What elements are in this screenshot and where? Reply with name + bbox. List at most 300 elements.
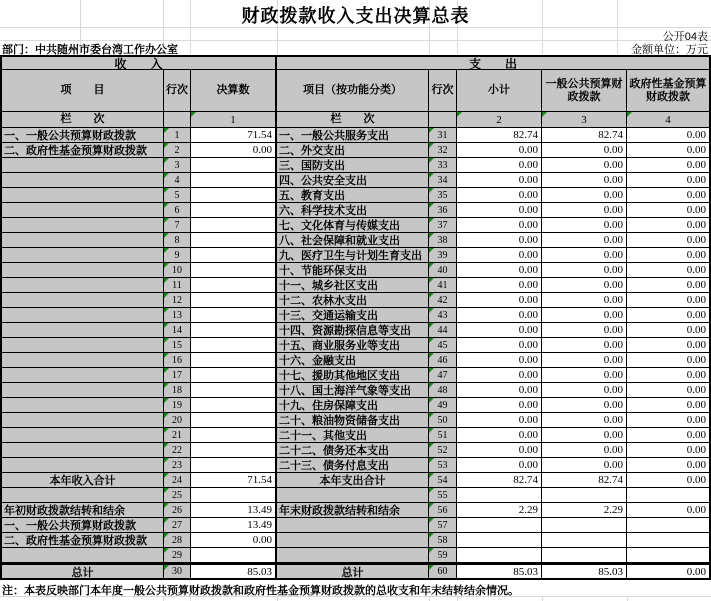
expense-general-budget-cell[interactable]: 0.00 (542, 413, 627, 428)
col-header-subtotal[interactable]: 小计 (457, 70, 542, 112)
expense-general-budget-cell[interactable]: 0.00 (542, 398, 627, 413)
income-amount-cell[interactable] (191, 293, 277, 308)
expense-subtotal-cell[interactable] (457, 488, 542, 503)
expense-subtotal-cell[interactable]: 0.00 (457, 323, 542, 338)
expense-line-cell[interactable]: 54 (429, 473, 457, 488)
expense-general-budget-cell[interactable]: 0.00 (542, 368, 627, 383)
expense-general-budget-cell[interactable]: 0.00 (542, 218, 627, 233)
expense-item-cell[interactable]: 二十二、债务还本支出 (277, 443, 429, 458)
income-amount-cell[interactable]: 13.49 (191, 518, 277, 533)
income-item-cell[interactable] (2, 218, 164, 233)
col-header-income-amount[interactable]: 决算数 (191, 70, 277, 112)
expense-item-cell[interactable]: 二十三、债务付息支出 (277, 458, 429, 473)
income-amount-cell[interactable] (191, 383, 277, 398)
expense-line-cell[interactable]: 31 (429, 128, 457, 143)
green-triangle-icon (164, 428, 169, 433)
income-line-cell[interactable]: 17 (164, 368, 191, 383)
expense-subtotal-cell[interactable]: 0.00 (457, 188, 542, 203)
page-title[interactable]: 财政拨款收入支出决算总表 (241, 6, 470, 26)
expense-line-cell[interactable]: 37 (429, 218, 457, 233)
expense-gov-fund-cell[interactable]: 0.00 (627, 383, 709, 398)
green-triangle-icon (429, 353, 434, 358)
expense-general-budget-cell[interactable]: 0.00 (542, 203, 627, 218)
expense-item-cell[interactable]: 十、节能环保支出 (277, 263, 429, 278)
expense-subtotal-cell[interactable]: 0.00 (457, 458, 542, 473)
income-line-cell[interactable]: 20 (164, 413, 191, 428)
expense-general-budget-cell[interactable]: 0.00 (542, 308, 627, 323)
expense-line-cell[interactable]: 43 (429, 308, 457, 323)
expense-general-budget-cell[interactable]: 0.00 (542, 173, 627, 188)
income-amount-cell[interactable] (191, 338, 277, 353)
table-code-label[interactable]: 公开04表 (662, 31, 708, 43)
expense-line-cell[interactable]: 48 (429, 383, 457, 398)
expense-subtotal-cell[interactable]: 2.29 (457, 503, 542, 518)
expense-gov-fund-cell[interactable]: 0.00 (627, 158, 709, 173)
expense-item-cell[interactable]: 二十一、其他支出 (277, 428, 429, 443)
expense-item-cell[interactable]: 十一、城乡社区支出 (277, 278, 429, 293)
income-item-cell[interactable] (2, 458, 164, 473)
column-index-blank-cell[interactable] (164, 112, 191, 128)
expense-line-cell[interactable]: 50 (429, 413, 457, 428)
income-item-cell[interactable]: 一、一般公共预算财政拨款 (2, 128, 164, 143)
expense-line-cell[interactable]: 38 (429, 233, 457, 248)
expense-line-cell[interactable]: 40 (429, 263, 457, 278)
income-amount-cell[interactable]: 71.54 (191, 128, 277, 143)
income-line-cell[interactable]: 7 (164, 218, 191, 233)
col-header-general-budget[interactable]: 一般公共预算财政拨款 (542, 70, 627, 112)
income-item-cell[interactable] (2, 353, 164, 368)
income-item-cell[interactable] (2, 188, 164, 203)
expense-line-cell[interactable]: 42 (429, 293, 457, 308)
income-total-cell[interactable]: 总计 (2, 563, 164, 578)
expense-gov-fund-cell[interactable]: 0.00 (627, 398, 709, 413)
expense-subtotal-cell[interactable]: 0.00 (457, 383, 542, 398)
department-label[interactable]: 部门：中共随州市委台湾工作办公室 (2, 44, 178, 56)
expense-gov-fund-cell[interactable]: 0.00 (627, 233, 709, 248)
expense-item-cell[interactable]: 十八、国土海洋气象等支出 (277, 383, 429, 398)
green-triangle-icon (164, 338, 169, 343)
green-triangle-icon (429, 278, 434, 283)
decision-summary-table (0, 55, 711, 580)
income-line-cell[interactable]: 16 (164, 353, 191, 368)
expense-item-cell[interactable]: 十七、援助其他地区支出 (277, 368, 429, 383)
expense-general-budget-cell[interactable]: 82.74 (542, 128, 627, 143)
income-amount-cell[interactable] (191, 323, 277, 338)
income-line-cell[interactable]: 23 (164, 458, 191, 473)
expense-general-budget-cell[interactable]: 0.00 (542, 188, 627, 203)
expense-general-budget-cell[interactable]: 0.00 (542, 353, 627, 368)
income-amount-cell[interactable] (191, 188, 277, 203)
expense-item-cell[interactable]: 五、教育支出 (277, 188, 429, 203)
income-line-cell[interactable]: 21 (164, 428, 191, 443)
column-index-label-expense[interactable]: 栏 次 (277, 112, 429, 128)
expense-gov-fund-cell[interactable] (627, 518, 709, 533)
expense-subtotal-cell[interactable]: 0.00 (457, 443, 542, 458)
expense-subtotal-cell[interactable]: 0.00 (457, 398, 542, 413)
income-item-cell[interactable]: 一、一般公共预算财政拨款 (2, 518, 164, 533)
expense-item-cell[interactable]: 三、国防支出 (277, 158, 429, 173)
expense-gov-fund-cell[interactable]: 0.00 (627, 563, 709, 578)
income-amount-cell[interactable] (191, 218, 277, 233)
green-triangle-icon (164, 488, 169, 493)
income-amount-cell[interactable]: 0.00 (191, 143, 277, 158)
income-amount-cell[interactable] (191, 443, 277, 458)
expense-general-budget-cell[interactable]: 0.00 (542, 263, 627, 278)
income-item-cell[interactable] (2, 293, 164, 308)
green-triangle-icon (164, 443, 169, 448)
expense-gov-fund-cell[interactable]: 0.00 (627, 353, 709, 368)
expense-subtotal-cell[interactable]: 0.00 (457, 173, 542, 188)
income-item-cell[interactable] (2, 368, 164, 383)
green-triangle-icon (164, 293, 169, 298)
expense-general-budget-cell[interactable]: 0.00 (542, 158, 627, 173)
expense-item-cell[interactable]: 二十、粮油物资储备支出 (277, 413, 429, 428)
expense-line-cell[interactable]: 33 (429, 158, 457, 173)
income-line-cell[interactable]: 13 (164, 308, 191, 323)
expense-item-cell[interactable] (277, 518, 429, 533)
expense-subtotal-cell[interactable]: 0.00 (457, 218, 542, 233)
expense-item-cell[interactable]: 十九、住房保障支出 (277, 398, 429, 413)
expense-gov-fund-cell[interactable]: 0.00 (627, 293, 709, 308)
expense-gov-fund-cell[interactable]: 0.00 (627, 203, 709, 218)
expense-subtotal-cell[interactable]: 82.74 (457, 128, 542, 143)
expense-subtotal-cell[interactable] (457, 533, 542, 548)
expense-general-budget-cell[interactable]: 0.00 (542, 458, 627, 473)
income-line-cell[interactable]: 6 (164, 203, 191, 218)
income-amount-cell[interactable] (191, 158, 277, 173)
green-triangle-icon (164, 248, 169, 253)
income-amount-cell[interactable]: 13.49 (191, 503, 277, 518)
green-triangle-icon (164, 218, 169, 223)
expense-item-cell[interactable] (277, 548, 429, 563)
income-item-cell[interactable] (2, 413, 164, 428)
expense-gov-fund-cell[interactable]: 0.00 (627, 338, 709, 353)
income-line-cell[interactable]: 26 (164, 503, 191, 518)
expense-gov-fund-cell[interactable]: 0.00 (627, 368, 709, 383)
green-triangle-icon (457, 112, 462, 117)
income-line-cell[interactable]: 22 (164, 443, 191, 458)
expense-total-cell[interactable]: 总计 (277, 563, 429, 578)
table-note[interactable]: 注：本表反映部门本年度一般公共预算财政拨款和政府性基金预算财政拨款的总收支和年末结转结余情况。 (2, 585, 519, 597)
income-line-cell[interactable]: 30 (164, 563, 191, 578)
expense-gov-fund-cell[interactable]: 0.00 (627, 173, 709, 188)
green-triangle-icon (429, 338, 434, 343)
income-line-cell[interactable]: 3 (164, 158, 191, 173)
green-triangle-icon (429, 233, 434, 238)
expense-item-cell[interactable]: 六、科学技术支出 (277, 203, 429, 218)
expense-general-budget-cell[interactable]: 0.00 (542, 383, 627, 398)
expense-subtotal-cell[interactable]: 0.00 (457, 338, 542, 353)
income-item-cell[interactable]: 二、政府性基金预算财政拨款 (2, 143, 164, 158)
expense-line-cell[interactable]: 35 (429, 188, 457, 203)
green-triangle-icon (164, 203, 169, 208)
expense-subtotal-cell[interactable]: 0.00 (457, 353, 542, 368)
income-item-cell[interactable] (2, 233, 164, 248)
expense-general-budget-cell[interactable]: 0.00 (542, 278, 627, 293)
income-amount-cell[interactable]: 85.03 (191, 563, 277, 578)
expense-line-cell[interactable]: 45 (429, 338, 457, 353)
expense-subtotal-cell[interactable]: 0.00 (457, 293, 542, 308)
green-triangle-icon (164, 263, 169, 268)
expense-section-header[interactable]: 支 出 (277, 57, 709, 70)
col-header-expense-line[interactable]: 行次 (429, 70, 457, 112)
expense-gov-fund-cell[interactable]: 0.00 (627, 443, 709, 458)
income-amount-cell[interactable] (191, 368, 277, 383)
income-amount-cell[interactable] (191, 278, 277, 293)
expense-item-cell[interactable] (277, 533, 429, 548)
income-section-header[interactable]: 收 入 (2, 57, 277, 70)
income-item-cell[interactable] (2, 173, 164, 188)
expense-subtotal-cell[interactable]: 0.00 (457, 158, 542, 173)
expense-general-budget-cell[interactable]: 0.00 (542, 428, 627, 443)
income-amount-cell[interactable] (191, 428, 277, 443)
expense-item-cell[interactable]: 十六、金融支出 (277, 353, 429, 368)
expense-subtotal-cell[interactable] (457, 518, 542, 533)
income-line-cell[interactable]: 1 (164, 128, 191, 143)
expense-total-cell[interactable]: 本年支出合计 (277, 473, 429, 488)
expense-general-budget-cell[interactable]: 0.00 (542, 338, 627, 353)
expense-item-cell[interactable]: 十五、商业服务业等支出 (277, 338, 429, 353)
green-triangle-icon (429, 173, 434, 178)
expense-item-cell[interactable]: 七、文化体育与传媒支出 (277, 218, 429, 233)
income-item-cell[interactable] (2, 308, 164, 323)
expense-gov-fund-cell[interactable]: 0.00 (627, 143, 709, 158)
expense-line-cell[interactable]: 36 (429, 203, 457, 218)
income-item-cell[interactable] (2, 263, 164, 278)
expense-subtotal-cell[interactable]: 0.00 (457, 278, 542, 293)
expense-subtotal-cell[interactable]: 0.00 (457, 413, 542, 428)
income-line-cell[interactable]: 19 (164, 398, 191, 413)
expense-gov-fund-cell[interactable]: 0.00 (627, 503, 709, 518)
expense-line-cell[interactable]: 52 (429, 443, 457, 458)
income-amount-cell[interactable] (191, 458, 277, 473)
expense-gov-fund-cell[interactable]: 0.00 (627, 278, 709, 293)
income-item-cell[interactable] (2, 278, 164, 293)
income-line-cell[interactable]: 18 (164, 383, 191, 398)
expense-gov-fund-cell[interactable] (627, 488, 709, 503)
expense-subtotal-cell[interactable]: 0.00 (457, 248, 542, 263)
income-line-cell[interactable]: 10 (164, 263, 191, 278)
income-item-cell[interactable] (2, 323, 164, 338)
amount-unit-label[interactable]: 金额单位：万元 (631, 44, 708, 56)
income-amount-cell[interactable] (191, 413, 277, 428)
expense-line-cell[interactable]: 56 (429, 503, 457, 518)
expense-line-cell[interactable]: 59 (429, 548, 457, 563)
green-triangle-icon (164, 383, 169, 388)
expense-line-cell[interactable]: 57 (429, 518, 457, 533)
expense-item-cell[interactable]: 十二、农林水支出 (277, 293, 429, 308)
income-line-cell[interactable]: 15 (164, 338, 191, 353)
income-item-cell[interactable] (2, 383, 164, 398)
expense-gov-fund-cell[interactable]: 0.00 (627, 263, 709, 278)
income-amount-cell[interactable] (191, 248, 277, 263)
faint-gridline (627, 597, 628, 601)
income-amount-cell[interactable]: 71.54 (191, 473, 277, 488)
income-line-cell[interactable]: 25 (164, 488, 191, 503)
income-line-cell[interactable]: 27 (164, 518, 191, 533)
income-item-cell[interactable] (2, 203, 164, 218)
green-triangle-icon (429, 398, 434, 403)
expense-line-cell[interactable]: 34 (429, 173, 457, 188)
income-total-cell[interactable]: 本年收入合计 (2, 473, 164, 488)
expense-subtotal-cell[interactable]: 0.00 (457, 203, 542, 218)
column-index-label-income[interactable]: 栏 次 (2, 112, 164, 128)
expense-gov-fund-cell[interactable]: 0.00 (627, 218, 709, 233)
income-amount-cell[interactable]: 0.00 (191, 533, 277, 548)
expense-subtotal-cell[interactable]: 0.00 (457, 263, 542, 278)
col-header-income-item[interactable]: 项 目 (2, 70, 164, 112)
expense-item-cell[interactable]: 八、社会保障和就业支出 (277, 233, 429, 248)
expense-item-cell[interactable]: 十四、资源勘探信息等支出 (277, 323, 429, 338)
col-header-income-line[interactable]: 行次 (164, 70, 191, 112)
income-item-cell[interactable] (2, 548, 164, 563)
expense-gov-fund-cell[interactable]: 0.00 (627, 473, 709, 488)
income-line-cell[interactable]: 24 (164, 473, 191, 488)
income-amount-cell[interactable] (191, 233, 277, 248)
income-line-cell[interactable]: 5 (164, 188, 191, 203)
expense-general-budget-cell[interactable] (542, 533, 627, 548)
green-triangle-icon (164, 143, 169, 148)
expense-line-cell[interactable]: 41 (429, 278, 457, 293)
expense-line-cell[interactable]: 60 (429, 563, 457, 578)
expense-subtotal-cell[interactable]: 0.00 (457, 428, 542, 443)
income-item-cell[interactable] (2, 428, 164, 443)
expense-item-cell[interactable]: 年末财政拨款结转和结余 (277, 503, 429, 518)
green-triangle-icon (164, 368, 169, 373)
income-item-cell[interactable] (2, 248, 164, 263)
green-triangle-icon (164, 458, 169, 463)
income-amount-cell[interactable] (191, 398, 277, 413)
green-triangle-icon (429, 443, 434, 448)
income-line-cell[interactable]: 11 (164, 278, 191, 293)
income-amount-cell[interactable] (191, 488, 277, 503)
income-item-cell[interactable] (2, 158, 164, 173)
expense-subtotal-cell[interactable]: 0.00 (457, 368, 542, 383)
green-triangle-icon (429, 308, 434, 313)
expense-subtotal-cell[interactable]: 0.00 (457, 308, 542, 323)
expense-general-budget-cell[interactable]: 82.74 (542, 473, 627, 488)
expense-subtotal-cell[interactable]: 0.00 (457, 233, 542, 248)
expense-gov-fund-cell[interactable]: 0.00 (627, 428, 709, 443)
expense-general-budget-cell[interactable]: 2.29 (542, 503, 627, 518)
expense-line-cell[interactable]: 39 (429, 248, 457, 263)
income-amount-cell[interactable] (191, 263, 277, 278)
green-triangle-icon (164, 413, 169, 418)
column-index-4[interactable] (627, 112, 709, 128)
expense-general-budget-cell[interactable]: 0.00 (542, 248, 627, 263)
income-line-cell[interactable]: 2 (164, 143, 191, 158)
expense-gov-fund-cell[interactable]: 0.00 (627, 413, 709, 428)
expense-general-budget-cell[interactable]: 0.00 (542, 323, 627, 338)
green-triangle-icon (429, 413, 434, 418)
expense-subtotal-cell[interactable]: 85.03 (457, 563, 542, 578)
expense-general-budget-cell[interactable]: 0.00 (542, 443, 627, 458)
expense-general-budget-cell[interactable]: 0.00 (542, 293, 627, 308)
expense-gov-fund-cell[interactable]: 0.00 (627, 308, 709, 323)
expense-line-cell[interactable]: 51 (429, 428, 457, 443)
expense-line-cell[interactable]: 58 (429, 533, 457, 548)
column-index-blank-cell[interactable] (429, 112, 457, 128)
col-header-gov-fund[interactable]: 政府性基金预算财政拨款 (627, 70, 709, 112)
green-triangle-icon (429, 488, 434, 493)
column-index-1[interactable] (191, 112, 277, 128)
expense-general-budget-cell[interactable] (542, 488, 627, 503)
income-amount-cell[interactable] (191, 203, 277, 218)
expense-subtotal-cell[interactable]: 82.74 (457, 473, 542, 488)
column-index-3[interactable] (542, 112, 627, 128)
expense-line-cell[interactable]: 53 (429, 458, 457, 473)
green-triangle-icon (164, 308, 169, 313)
income-line-cell[interactable]: 14 (164, 323, 191, 338)
expense-gov-fund-cell[interactable]: 0.00 (627, 248, 709, 263)
expense-general-budget-cell[interactable] (542, 548, 627, 563)
green-triangle-icon (542, 112, 547, 117)
expense-gov-fund-cell[interactable]: 0.00 (627, 188, 709, 203)
income-item-cell[interactable] (2, 443, 164, 458)
income-line-cell[interactable]: 8 (164, 233, 191, 248)
income-amount-cell[interactable] (191, 308, 277, 323)
green-triangle-icon (429, 565, 434, 570)
income-line-cell[interactable]: 4 (164, 173, 191, 188)
green-triangle-icon (191, 112, 196, 117)
expense-gov-fund-cell[interactable]: 0.00 (627, 458, 709, 473)
green-triangle-icon (164, 278, 169, 283)
income-amount-cell[interactable] (191, 173, 277, 188)
income-item-cell[interactable]: 年初财政拨款结转和结余 (2, 503, 164, 518)
expense-general-budget-cell[interactable] (542, 518, 627, 533)
expense-item-cell[interactable]: 一、一般公共服务支出 (277, 128, 429, 143)
green-triangle-icon (164, 188, 169, 193)
expense-line-cell[interactable]: 46 (429, 353, 457, 368)
expense-gov-fund-cell[interactable] (627, 533, 709, 548)
expense-gov-fund-cell[interactable]: 0.00 (627, 128, 709, 143)
green-triangle-icon (429, 218, 434, 223)
income-line-cell[interactable]: 29 (164, 548, 191, 563)
expense-general-budget-cell[interactable]: 0.00 (542, 143, 627, 158)
income-item-cell[interactable] (2, 338, 164, 353)
expense-gov-fund-cell[interactable] (627, 548, 709, 563)
income-amount-cell[interactable] (191, 548, 277, 563)
green-triangle-icon (429, 158, 434, 163)
expense-subtotal-cell[interactable]: 0.00 (457, 143, 542, 158)
expense-line-cell[interactable]: 49 (429, 398, 457, 413)
expense-line-cell[interactable]: 32 (429, 143, 457, 158)
expense-general-budget-cell[interactable]: 85.03 (542, 563, 627, 578)
green-triangle-icon (164, 233, 169, 238)
expense-item-cell[interactable]: 四、公共安全支出 (277, 173, 429, 188)
income-line-cell[interactable]: 12 (164, 293, 191, 308)
income-item-cell[interactable] (2, 398, 164, 413)
expense-gov-fund-cell[interactable]: 0.00 (627, 323, 709, 338)
income-line-cell[interactable]: 28 (164, 533, 191, 548)
income-item-cell[interactable]: 二、政府性基金预算财政拨款 (2, 533, 164, 548)
expense-item-cell[interactable] (277, 488, 429, 503)
expense-line-cell[interactable]: 47 (429, 368, 457, 383)
income-amount-cell[interactable] (191, 353, 277, 368)
expense-item-cell[interactable]: 二、外交支出 (277, 143, 429, 158)
expense-subtotal-cell[interactable] (457, 548, 542, 563)
expense-line-cell[interactable]: 55 (429, 488, 457, 503)
expense-general-budget-cell[interactable]: 0.00 (542, 233, 627, 248)
income-line-cell[interactable]: 9 (164, 248, 191, 263)
income-item-cell[interactable] (2, 488, 164, 503)
expense-line-cell[interactable]: 44 (429, 323, 457, 338)
col-header-expense-item[interactable]: 项目（按功能分类） (277, 70, 429, 112)
column-index-2[interactable] (457, 112, 542, 128)
expense-item-cell[interactable]: 十三、交通运输支出 (277, 308, 429, 323)
expense-item-cell[interactable]: 九、医疗卫生与计划生育支出 (277, 248, 429, 263)
green-triangle-icon (164, 353, 169, 358)
